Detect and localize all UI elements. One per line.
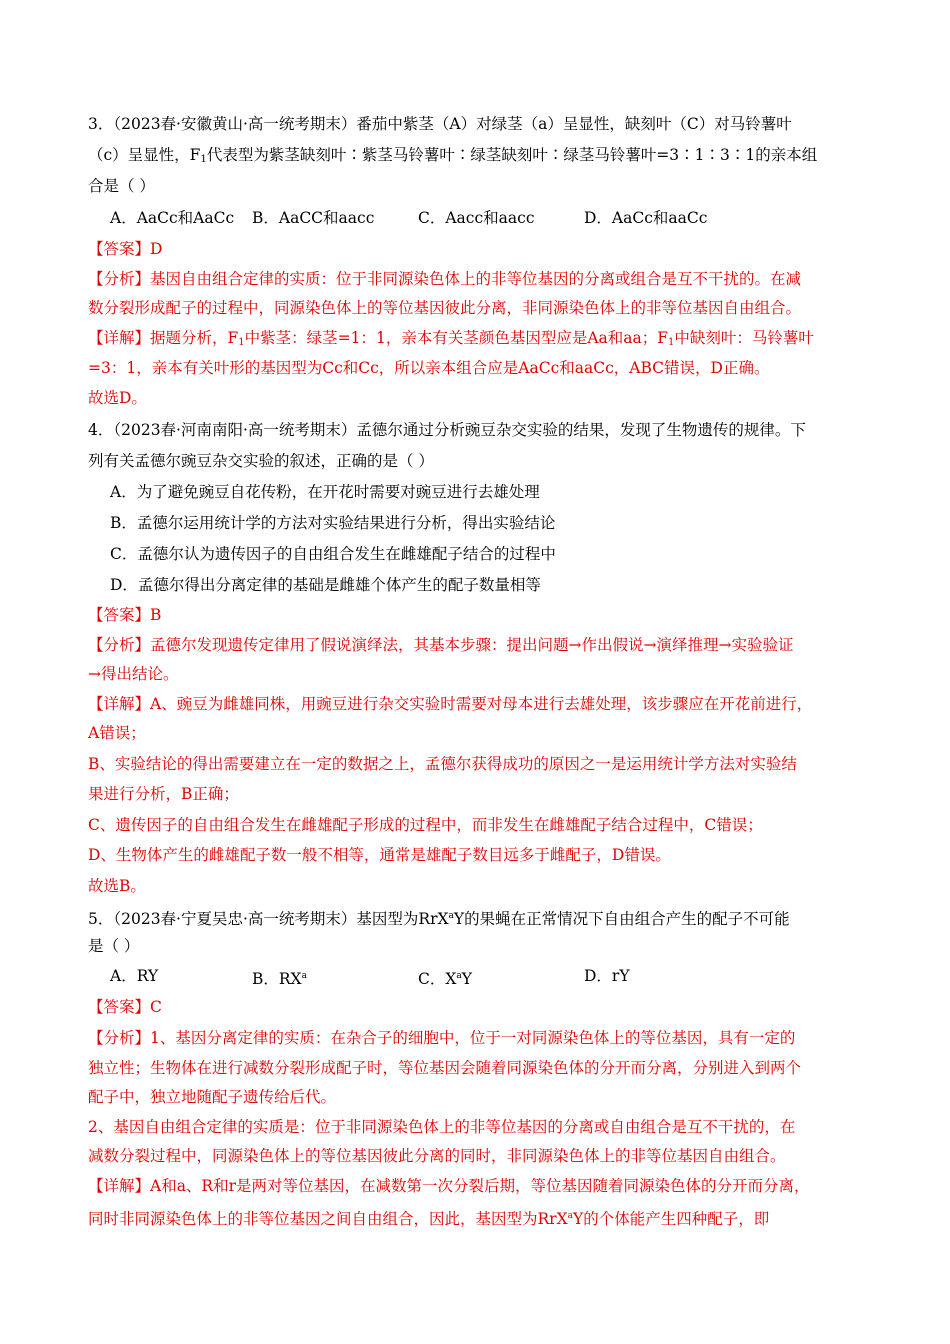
- q3-answer: 【答案】D: [88, 240, 163, 258]
- q4-detail-line-3: B、实验结论的得出需要建立在一定的数据之上，孟德尔获得成功的原因之一是运用统计学方法对实验结: [88, 755, 797, 773]
- q5-option-d: D．rY: [584, 967, 630, 985]
- q5-analysis-line-4: 2、基因自由组合定律的实质是：位于非同源染色体上的非等位基因的分离或自由组合是互不干扰的，在: [88, 1118, 796, 1136]
- q4-option-a: A．为了避免豌豆自花传粉，在开花时需要对豌豆进行去雄处理: [110, 483, 540, 501]
- q4-option-b: B．孟德尔运用统计学的方法对实验结果进行分析，得出实验结论: [110, 514, 556, 532]
- q4-detail-line-2: A错误；: [88, 724, 146, 742]
- q3-conclusion: 故选D。: [88, 389, 147, 407]
- q5-option-c: C．$X^aY$: [418, 970, 473, 988]
- q4-conclusion: 故选B。: [88, 877, 146, 895]
- q5-detail-line-1: 【详解】A和a、R和r是两对等位基因，在减数第一次分裂后期，等位基因随着同源染色体的分开而分离，: [88, 1177, 810, 1195]
- q4-analysis-line-2: →得出结论。: [88, 665, 179, 683]
- q3-detail-line-2: =3：1，亲本有关叶形的基因型为Cc和Cc，所以亲本组合应是AaCc和aaCc，ABC错误，D正确。: [88, 359, 770, 377]
- q4-detail-line-5: C、遗传因子的自由组合发生在雌雄配子形成的过程中，而非发生在雌雄配子结合过程中，C错误；: [88, 816, 763, 834]
- q5-stem-line-1: 5．（2023春·宁夏吴忠·高一统考期末）基因型为RrX$^a$Y的果蝇在正常情况下自由组合产生的配子不可能: [88, 910, 790, 928]
- q3-option-b: B．AaCC和aacc: [252, 209, 375, 227]
- q5-option-b: B．$RX^a$: [252, 970, 307, 988]
- q5-stem-line-2: 是（ ）: [88, 937, 140, 955]
- q3-stem-line-3: 合是（ ）: [88, 177, 155, 195]
- q3-stem-line-2: （c）呈显性，$F_1$代表型为紫茎缺刻叶∶紫茎马铃薯叶∶绿茎缺刻叶∶绿茎马铃薯叶=3∶1∶3∶1的亲本组: [88, 146, 818, 165]
- q5-answer: 【答案】C: [88, 998, 162, 1016]
- q3-option-a: A．AaCc和AaCc: [110, 209, 235, 227]
- q4-option-c: C．孟德尔认为遗传因子的自由组合发生在雌雄配子结合的过程中: [110, 545, 556, 563]
- q5-detail-line-2: 同时非同源染色体上的非等位基因之间自由组合，因此，基因型为RrX$^a$Y的个体能产生四种配子，即: [88, 1210, 770, 1228]
- q3-detail-line-1: 【详解】据题分析，$F_1$中紫茎：绿茎=1：1，亲本有关茎颜色基因型应是Aa和aa；$F_1$中缺刻叶：马铃薯叶: [88, 329, 814, 348]
- q3-option-c: C．Aacc和aacc: [418, 209, 535, 227]
- q5-analysis-line-5: 减数分裂过程中，同源染色体上的等位基因彼此分离的同时，非同源染色体上的非等位基因自由组合。: [88, 1147, 786, 1165]
- q3-option-d: D．AaCc和aaCc: [584, 209, 708, 227]
- q5-analysis-line-3: 配子中，独立地随配子遗传给后代。: [88, 1088, 337, 1106]
- q3-analysis-line-1: 【分析】基因自由组合定律的实质：位于非同源染色体上的非等位基因的分离或组合是互不干扰的。在减: [88, 270, 802, 288]
- q4-detail-line-4: 果进行分析，B正确；: [88, 785, 239, 803]
- q5-analysis-line-2: 独立性；生物体在进行减数分裂形成配子时，等位基因会随着同源染色体的分开而分离，分别进入到两个: [88, 1059, 802, 1077]
- q4-answer: 【答案】B: [88, 606, 162, 624]
- q3-stem-line-1: 3．（2023春·安徽黄山·高一统考期末）番茄中紫茎（A）对绿茎（a）呈显性，缺刻叶（C）对马铃薯叶: [88, 115, 792, 133]
- q4-analysis-line-1: 【分析】孟德尔发现遗传定律用了假说演绎法，其基本步骤：提出问题→作出假说→演绎推理→实验验证: [88, 636, 794, 654]
- q4-option-d: D．孟德尔得出分离定律的基础是雌雄个体产生的配子数量相等: [110, 576, 541, 594]
- q4-stem-line-1: 4．（2023春·河南南阳·高一统考期末）孟德尔通过分析豌豆杂交实验的结果，发现了生物遗传的规律。下: [88, 421, 806, 439]
- q4-detail-line-6: D、生物体产生的雌雄配子数一般不相等，通常是雄配子数目远多于雌配子，D错误。: [88, 846, 671, 864]
- q4-stem-line-2: 列有关孟德尔豌豆杂交实验的叙述，正确的是（ ）: [88, 452, 434, 470]
- q3-analysis-line-2: 数分裂形成配子的过程中，同源染色体上的等位基因彼此分离，非同源染色体上的非等位基因自由组合。: [88, 299, 802, 317]
- q5-analysis-line-1: 【分析】1、基因分离定律的实质：在杂合子的细胞中，位于一对同源染色体上的等位基因，具有一定的: [88, 1029, 796, 1047]
- q4-detail-line-1: 【详解】A、豌豆为雌雄同株，用豌豆进行杂交实验时需要对母本进行去雄处理，该步骤应在开花前进行，: [88, 695, 813, 713]
- q5-option-a: A．RY: [110, 967, 159, 985]
